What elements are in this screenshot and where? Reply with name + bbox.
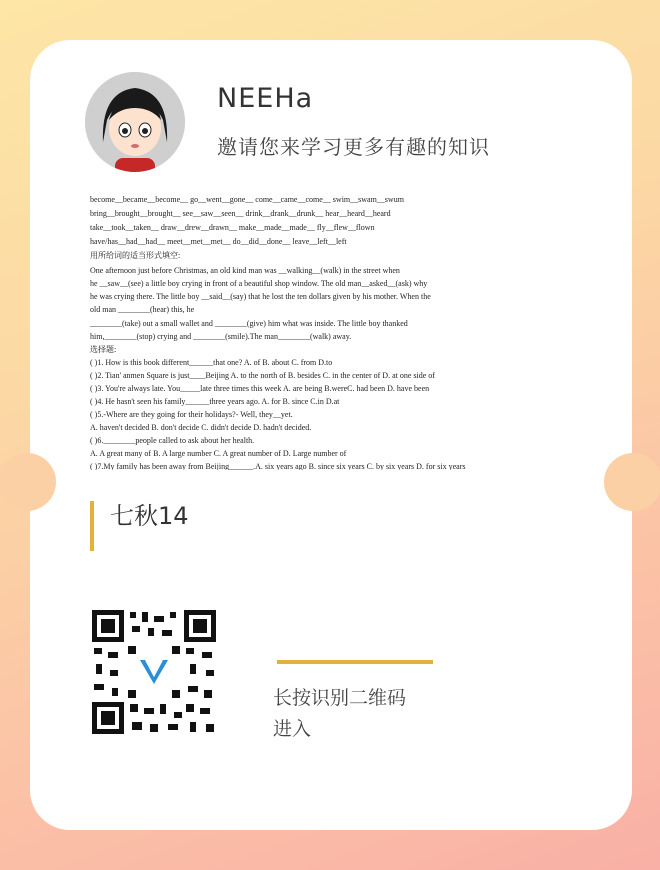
- doc-row: he was crying there. The little boy __said__(say) that he lost the ten dollars given by his mother. When the: [90, 292, 431, 301]
- doc-row: take__took__taken__ draw__drew__drawn__ make__made__made__ fly__flew__flown: [90, 223, 375, 232]
- username: NEEHa: [217, 83, 314, 114]
- invite-text: 邀请您来学习更多有趣的知识: [217, 135, 490, 159]
- cartoon-girl-avatar-icon: [85, 72, 185, 172]
- doc-row: ( )1. How is this book different______that one? A. of B. about C. from D.to: [90, 358, 333, 367]
- doc-row: him,________(stop) crying and ________(smile).The man________(walk) away.: [90, 332, 352, 341]
- page-title: 七秋14: [110, 502, 189, 530]
- card-notch-left: [0, 453, 56, 511]
- card-notch-right: [604, 453, 660, 511]
- qr-code-icon: [90, 608, 218, 736]
- qr-hint: [273, 683, 406, 745]
- doc-row: he __saw__(see) a little boy crying in front of a beautiful shop window. The old man__asked__(ask) why: [90, 279, 428, 288]
- doc-row: have/has__had__had__ meet__met__met__ do__did__done__ leave__left__left: [90, 237, 347, 246]
- qr-code[interactable]: [90, 608, 218, 736]
- doc-row: ( )7.My family has been away from Beijing______.A. six years ago B. since six years C. by six years D. for six years: [90, 462, 466, 470]
- divider-line: [277, 660, 433, 664]
- title-accent-bar: [90, 501, 94, 551]
- doc-row: ( )4. He hasn't seen his family______three years ago. A. for B. since C.in D.at: [90, 397, 340, 406]
- qr-hint-line1: 长按识别二维码: [273, 687, 407, 709]
- doc-row: ________(take) out a small wallet and ________(give) him what was inside. The little boy thanked: [90, 319, 408, 328]
- doc-row: One afternoon just before Christmas, an old kind man was __walking__(walk) in the street when: [90, 266, 400, 275]
- doc-row: ( )5.-Where are they going for their holidays?- Well, they__yet.: [90, 410, 293, 419]
- doc-row: ( )3. You're always late. You_____late three times this week A. are being B.wereC. had been D. have been: [90, 384, 430, 393]
- doc-row: A. haven't decided B. don't decide C. didn't decide D. hadn't decided.: [90, 423, 312, 432]
- doc-row: 用所给词的适当形式填空:: [90, 251, 181, 260]
- doc-row: 选择题:: [90, 345, 117, 354]
- doc-row: ( )2. Tian' anmen Square is just____Beijing A. to the north of B. besides C. in the center of D. at one side of: [90, 371, 435, 380]
- doc-row: ( )6.________people called to ask about her health.: [90, 436, 255, 445]
- worksheet-image: [86, 187, 516, 470]
- doc-row: A. A great many of B. A large number C. A great number of D. Large number of: [90, 449, 347, 458]
- doc-row: bring__brought__brought__ see__saw__seen__ drink__drank__drunk__ hear__heard__heard: [90, 209, 391, 218]
- qr-hint-line2: 进入: [273, 718, 312, 740]
- avatar[interactable]: [85, 72, 185, 172]
- doc-row: old man ________(hear) this, he: [90, 305, 195, 314]
- doc-row: become__became__become__ go__went__gone__ come__came__come__ swim__swam__swum: [90, 195, 404, 204]
